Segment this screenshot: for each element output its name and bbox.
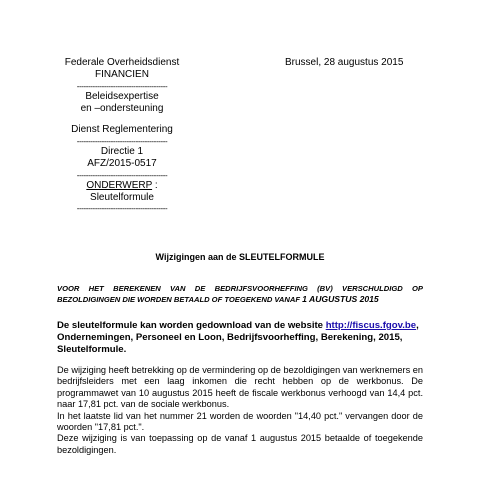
department-line-1: Beleidsexpertise [85,91,159,102]
download-suffix: , Ondernemingen, Personeel en Loon, Bedrijfsvoorheffing, Berekening, 2015, Sleutelformule. [57,320,419,355]
subtitle-text: VOOR HET BEREKENEN VAN DE BEDRIJFSVOORHEFFING (BV) VERSCHULDIGD OP BEZOLDIGINGEN DIE WORDEN BETAALD OF TOEGEKEND VANAF [57,284,423,304]
separator: ---------------------------------------- [76,138,168,146]
body-text [57,365,423,456]
reference-number: AFZ/2015-0517 [87,158,157,169]
download-paragraph [57,320,425,356]
org-name [57,57,187,81]
document-date: Brussel, 28 augustus 2015 [285,57,404,68]
org-line-1: Federale Overheidsdienst [64,57,180,68]
subtitle [57,283,423,305]
org-line-2: FINANCIEN [95,69,149,80]
subject-line [57,180,187,192]
document-title: Wijzigingen aan de SLEUTELFORMULE [155,252,325,262]
department [57,91,187,115]
body-paragraph: Deze wijziging is van toepassing op de vanaf 1 augustus 2015 betaalde of toegekende bezoldigingen. [57,433,423,455]
subject-label: ONDERWERP [86,180,153,191]
separator: ---------------------------------------- [76,172,168,180]
body-paragraph: De wijziging heeft betrekking op de vermindering op de bezoldigingen van werknemers en bedrijfsleiders met een laag inkomen die recht hebben op de werkbonus. De programmawet van 10 augustus 2015 heeft de fiscale werkbonus verhoogd van 14,4 pct. naar 17,81 pct. van de sociale werkbonus. [57,365,423,410]
direction: Directie 1 [100,146,144,157]
service-name: Dienst Reglementering [71,124,173,135]
separator: ---------------------------------------- [76,83,168,91]
subject-colon: : [152,180,158,191]
separator: ---------------------------------------- [76,205,168,213]
department-line-2: en –ondersteuning [80,103,164,114]
subtitle-date: 1 AUGUSTUS 2015 [302,294,379,304]
website-link[interactable]: http://fiscus.fgov.be [325,320,417,331]
subject-block [57,180,187,204]
subject-value: Sleutelformule [90,192,154,203]
download-prefix: De sleutelformule kan worden gedownload van de website [57,320,326,331]
body-paragraph: In het laatste lid van het nummer 21 worden de woorden "14,40 pct." vervangen door de woorden "17,81 pct.". [57,410,423,433]
direction-block [57,146,187,170]
